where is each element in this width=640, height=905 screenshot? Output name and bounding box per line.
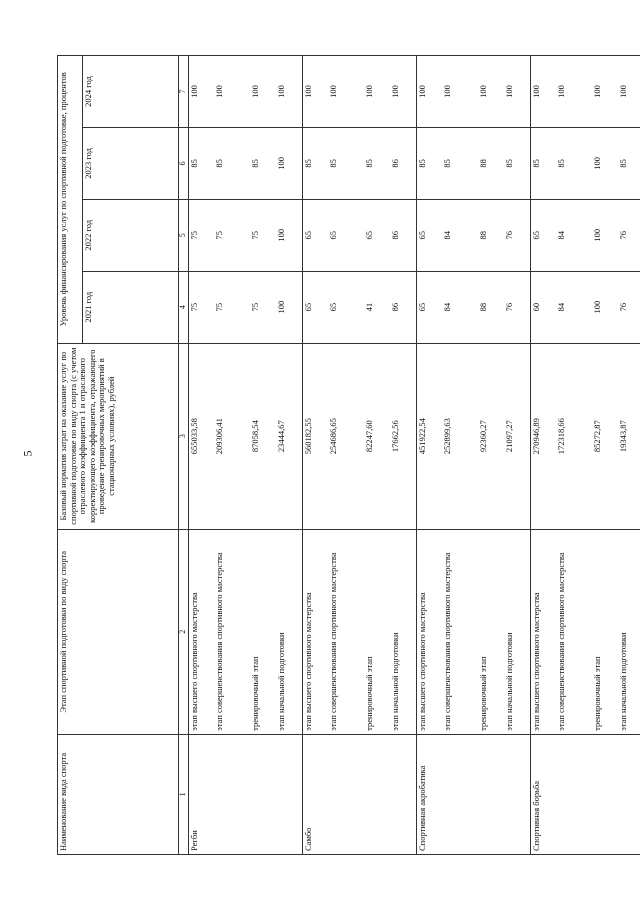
col-number: 5 [179,199,189,271]
level-2022: 75 [250,199,276,271]
level-2022: 100 [276,199,302,271]
norm-value: 92360,27 [478,343,504,529]
level-2023: 85 [504,127,530,199]
norm-value: 82247,60 [364,343,390,529]
table-body [188,56,640,855]
sport-name [442,734,478,854]
table-row [530,56,556,855]
norm-value: 254686,65 [328,343,364,529]
norm-value: 560182,55 [302,343,328,529]
sport-name: Самбо [302,734,328,854]
level-2024: 100 [416,56,442,128]
level-2022: 75 [188,199,214,271]
header-norm: Базовый норматив затрат на оказание услуг по спортивной подготовке по виду спорта (с учетом отраслевого коэффициента 1 и отраслевого корректирующего коэффициента, отражающего проведение тренировочных мероприятий в стационарных условиях), рублей [58,343,179,529]
level-2022: 76 [504,199,530,271]
col-number: 4 [179,271,189,343]
norm-value: 655033,58 [188,343,214,529]
norm-value: 21097,27 [504,343,530,529]
table-row [592,56,618,855]
level-2021: 100 [276,271,302,343]
level-2021: 75 [214,271,250,343]
table-row [556,56,592,855]
stage-name: этап начальной подготовки [390,529,416,734]
level-2023: 85 [250,127,276,199]
level-2022: 88 [478,199,504,271]
level-2023: 85 [556,127,592,199]
level-2023: 85 [442,127,478,199]
stage-name: этап начальной подготовки [276,529,302,734]
stage-name: тренировочный этап [250,529,276,734]
level-2021: 76 [504,271,530,343]
table-row [188,56,214,855]
table-row [328,56,364,855]
stage-name: тренировочный этап [478,529,504,734]
table-row [442,56,478,855]
header-funding-level: Уровень финансирования услуг по спортивной подготовке, процентов [58,56,83,344]
sport-name [556,734,592,854]
stage-name: этап начальной подготовки [618,529,640,734]
level-2021: 65 [416,271,442,343]
norm-value: 23444,67 [276,343,302,529]
level-2024: 100 [250,56,276,128]
level-2023: 85 [328,127,364,199]
level-2024: 100 [328,56,364,128]
level-2024: 100 [188,56,214,128]
level-2021: 88 [478,271,504,343]
col-number: 7 [179,56,189,128]
sport-name [478,734,504,854]
table-header [58,56,189,855]
col-number: 3 [179,343,189,529]
table-row [364,56,390,855]
table-row [504,56,530,855]
sport-name: Спортивная борьба [530,734,556,854]
level-2023: 85 [530,127,556,199]
level-2022: 75 [214,199,250,271]
sport-name: Спортивная акробатика [416,734,442,854]
level-2023: 85 [188,127,214,199]
level-2024: 100 [214,56,250,128]
stage-name: этап высшего спортивного мастерства [416,529,442,734]
level-2022: 84 [556,199,592,271]
norm-value: 87058,54 [250,343,276,529]
stage-name: этап совершенствования спортивного мастерства [556,529,592,734]
table-row [416,56,442,855]
level-2021: 60 [530,271,556,343]
stage-name: этап совершенствования спортивного мастерства [328,529,364,734]
level-2022: 65 [328,199,364,271]
level-2024: 100 [442,56,478,128]
level-2022: 65 [302,199,328,271]
stage-name: тренировочный этап [364,529,390,734]
norm-value: 19343,87 [618,343,640,529]
level-2022: 86 [390,199,416,271]
level-2021: 65 [302,271,328,343]
norm-value: 209306,41 [214,343,250,529]
table-row [618,56,640,855]
level-2021: 75 [188,271,214,343]
page-number: 5 [20,450,35,457]
stage-name: тренировочный этап [592,529,618,734]
level-2022: 84 [442,199,478,271]
level-2024: 100 [478,56,504,128]
table-row [276,56,302,855]
level-2021: 84 [556,271,592,343]
col-number: 1 [179,734,189,854]
level-2023: 85 [416,127,442,199]
funding-table [57,55,640,855]
level-2021: 41 [364,271,390,343]
table-row [390,56,416,855]
level-2024: 100 [592,56,618,128]
header-sport: Наименование вида спорта [58,734,179,854]
norm-value: 270946,89 [530,343,556,529]
level-2024: 100 [364,56,390,128]
table-row [478,56,504,855]
norm-value: 85272,87 [592,343,618,529]
level-2022: 65 [416,199,442,271]
level-2024: 100 [276,56,302,128]
level-2021: 65 [328,271,364,343]
col-number: 2 [179,529,189,734]
col-number: 6 [179,127,189,199]
level-2021: 75 [250,271,276,343]
sport-name [214,734,250,854]
level-2024: 100 [504,56,530,128]
level-2023: 100 [592,127,618,199]
level-2024: 100 [530,56,556,128]
table-row [302,56,328,855]
level-2023: 85 [302,127,328,199]
level-2021: 86 [390,271,416,343]
header-year-2023: 2023 год [83,127,179,199]
stage-name: этап совершенствования спортивного мастерства [214,529,250,734]
sport-name [276,734,302,854]
level-2024: 100 [302,56,328,128]
norm-value: 451922,54 [416,343,442,529]
level-2023: 85 [214,127,250,199]
stage-name: этап совершенствования спортивного мастерства [442,529,478,734]
table-row [214,56,250,855]
stage-name: этап высшего спортивного мастерства [188,529,214,734]
norm-value: 17662,56 [390,343,416,529]
sport-name: Регби [188,734,214,854]
sport-name [390,734,416,854]
stage-name: этап высшего спортивного мастерства [302,529,328,734]
header-year-2022: 2022 год [83,199,179,271]
header-year-2024: 2024 год [83,56,179,128]
norm-value: 252899,63 [442,343,478,529]
sport-name [250,734,276,854]
sport-name [328,734,364,854]
stage-name: этап высшего спортивного мастерства [530,529,556,734]
header-year-2021: 2021 год [83,271,179,343]
level-2021: 76 [618,271,640,343]
level-2023: 85 [618,127,640,199]
level-2024: 100 [390,56,416,128]
sport-name [504,734,530,854]
sport-name [364,734,390,854]
level-2022: 76 [618,199,640,271]
level-2022: 100 [592,199,618,271]
level-2021: 100 [592,271,618,343]
norm-value: 172318,66 [556,343,592,529]
level-2022: 65 [364,199,390,271]
sport-name [618,734,640,854]
level-2021: 84 [442,271,478,343]
level-2024: 100 [618,56,640,128]
level-2023: 85 [364,127,390,199]
level-2024: 100 [556,56,592,128]
level-2023: 88 [478,127,504,199]
stage-name: этап начальной подготовки [504,529,530,734]
level-2023: 86 [390,127,416,199]
header-stage: Этап спортивной подготовки по виду спорта [58,529,179,734]
sport-name [592,734,618,854]
level-2022: 65 [530,199,556,271]
column-numbers-row [179,56,189,855]
table-row [250,56,276,855]
level-2023: 100 [276,127,302,199]
rotated-page [57,55,629,855]
